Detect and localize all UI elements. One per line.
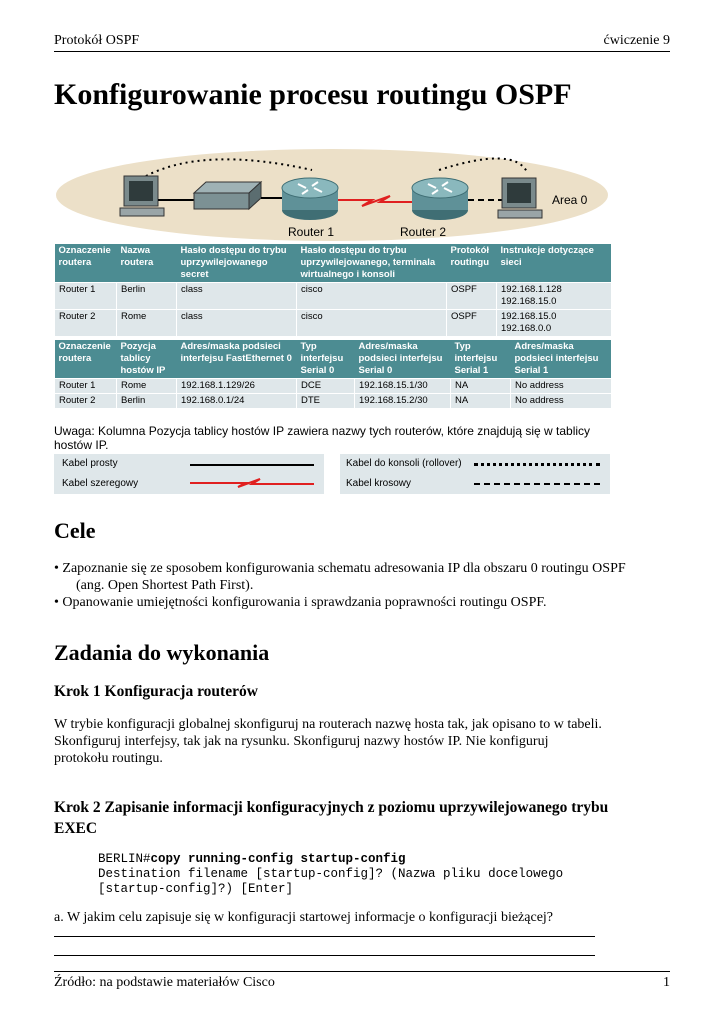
table1-cell: OSPF xyxy=(447,310,497,337)
table2-cell: NA xyxy=(451,379,511,394)
step2-title-1: Krok 2 Zapisanie informacji konfiguracyjnych z poziomu uprzywilejowanego trybu xyxy=(54,799,609,816)
step1-title: Krok 1 Konfiguracja routerów xyxy=(54,683,258,700)
table1-cell: cisco xyxy=(297,283,447,310)
cele-item-2: • Opanowanie umiejętności konfigurowania i sprawdzania poprawności routingu OSPF. xyxy=(54,595,547,610)
table1-cell: 192.168.1.128 192.168.15.0 xyxy=(497,283,611,310)
table2-header-2: Adres/maska podsieci interfejsu FastEthernet 0 xyxy=(177,340,297,379)
table1-cell: OSPF xyxy=(447,283,497,310)
area-label: Area 0 xyxy=(552,193,588,207)
answer-line-1[interactable] xyxy=(54,936,595,937)
table1-cell: Router 2 xyxy=(55,310,117,337)
table1-header-4: Protokół routingu xyxy=(447,244,497,283)
router2-label: Router 2 xyxy=(400,225,447,239)
step2-title-2: EXEC xyxy=(54,820,98,837)
header-right: ćwiczenie 9 xyxy=(603,33,670,48)
table2-cell: NA xyxy=(451,394,511,409)
page-title: Konfigurowanie procesu routingu OSPF xyxy=(54,78,572,111)
code-prompt: BERLIN# xyxy=(98,852,151,866)
legend-serial-label: Kabel szeregowy xyxy=(62,478,139,489)
table2-cell: Rome xyxy=(117,379,177,394)
router-config-table xyxy=(54,244,611,336)
table2-cell: 192.168.15.1/30 xyxy=(355,379,451,394)
code-line-3: [startup-config]?) [Enter] xyxy=(98,882,294,896)
legend-straight-label: Kabel prosty xyxy=(62,458,118,469)
table1-header-2: Hasło dostępu do trybu uprzywilejowanego secret xyxy=(177,244,297,283)
question-a: a. W jakim celu zapisuje się w konfiguracji startowej informacje o konfiguracji bieżącej? xyxy=(54,910,554,925)
router1-label: Router 1 xyxy=(288,225,335,239)
table1-cell: Berlin xyxy=(117,283,177,310)
table-row xyxy=(55,379,611,394)
table2-cell: Router 2 xyxy=(55,394,117,409)
footer-left: Źródło: na podstawie materiałów Cisco xyxy=(54,975,275,990)
interface-table xyxy=(54,340,611,408)
pc2-icon xyxy=(498,178,542,218)
table2-header-4: Adres/maska podsieci interfejsu Serial 0 xyxy=(355,340,451,379)
page-number: 1 xyxy=(663,975,670,990)
table2-cell: DTE xyxy=(297,394,355,409)
legend-serial-line xyxy=(190,476,314,488)
table1-header-1: Nazwa routera xyxy=(117,244,177,283)
table2-header-1: Pozycja tablicy hostów IP xyxy=(117,340,177,379)
table-row xyxy=(55,394,611,409)
legend-straight-line xyxy=(190,464,314,466)
code-line-1 xyxy=(98,851,406,867)
cele-heading: Cele xyxy=(54,518,96,543)
code-command: copy running-config startup-config xyxy=(150,852,406,866)
zadania-heading: Zadania do wykonania xyxy=(54,640,270,665)
table1-cell: class xyxy=(177,310,297,337)
table2-header-3: Typ interfejsu Serial 0 xyxy=(297,340,355,379)
table1-header-3: Hasło dostępu do trybu uprzywilejowanego, terminala wirtualnego i konsoli xyxy=(297,244,447,283)
legend-console-label: Kabel do konsoli (rollover) xyxy=(346,458,462,469)
network-figure xyxy=(54,148,610,498)
table1-header-row xyxy=(55,244,611,283)
table2-cell: Berlin xyxy=(117,394,177,409)
table2-header-6: Adres/maska podsieci interfejsu Serial 1 xyxy=(511,340,611,379)
footer-rule xyxy=(54,971,670,972)
pc1-icon xyxy=(120,176,164,216)
table1-header-0: Oznaczenie routera xyxy=(55,244,117,283)
router2-icon xyxy=(412,178,468,220)
legend-console-line xyxy=(474,463,600,466)
table-row xyxy=(55,283,611,310)
figure-note: Uwaga: Kolumna Pozycja tablicy hostów IP zawiera nazwy tych routerów, które znajdują się w tablicy hostów IP. xyxy=(54,424,591,452)
table2-cell: No address xyxy=(511,394,611,409)
table1-cell: 192.168.15.0 192.168.0.0 xyxy=(497,310,611,337)
table-row xyxy=(55,310,611,337)
step1-line-1: W trybie konfiguracji globalnej skonfiguruj na routerach nazwę hosta tak, jak opisano to w tabeli. xyxy=(54,717,602,732)
table1-cell: cisco xyxy=(297,310,447,337)
table2-header-5: Typ interfejsu Serial 1 xyxy=(451,340,511,379)
answer-line-2[interactable] xyxy=(54,955,595,956)
code-line-2: Destination filename [startup-config]? (Nazwa pliku docelowego xyxy=(98,867,564,881)
cele-item-1-cont: (ang. Open Shortest Path First). xyxy=(76,578,254,593)
table1-cell: Router 1 xyxy=(55,283,117,310)
legend-left xyxy=(54,454,324,494)
table2-header-0: Oznaczenie routera xyxy=(55,340,117,379)
router1-icon xyxy=(282,178,338,220)
table2-cell: 192.168.0.1/24 xyxy=(177,394,297,409)
header-left: Protokół OSPF xyxy=(54,33,140,48)
legend-crossover-line xyxy=(474,483,600,485)
table2-cell: 192.168.15.2/30 xyxy=(355,394,451,409)
cele-item-1: • Zapoznanie się ze sposobem konfigurowania schematu adresowania IP dla obszaru 0 routingu OSPF xyxy=(54,561,626,576)
topology-diagram xyxy=(54,148,610,248)
table2-cell: DCE xyxy=(297,379,355,394)
table1-cell: class xyxy=(177,283,297,310)
step1-line-2: Skonfiguruj interfejsy, tak jak na rysunku. Skonfiguruj nazwy hostów IP. Nie konfiguruj xyxy=(54,734,549,749)
step1-line-3: protokołu routingu. xyxy=(54,751,163,766)
legend-right xyxy=(340,454,610,494)
table2-header-row xyxy=(55,340,611,379)
table1-cell: Rome xyxy=(117,310,177,337)
table2-cell: No address xyxy=(511,379,611,394)
table2-cell: 192.168.1.129/26 xyxy=(177,379,297,394)
header-rule xyxy=(54,51,670,52)
table2-cell: Router 1 xyxy=(55,379,117,394)
legend-crossover-label: Kabel krosowy xyxy=(346,478,412,489)
table1-header-5: Instrukcje dotyczące sieci xyxy=(497,244,611,283)
switch-icon xyxy=(194,182,261,209)
